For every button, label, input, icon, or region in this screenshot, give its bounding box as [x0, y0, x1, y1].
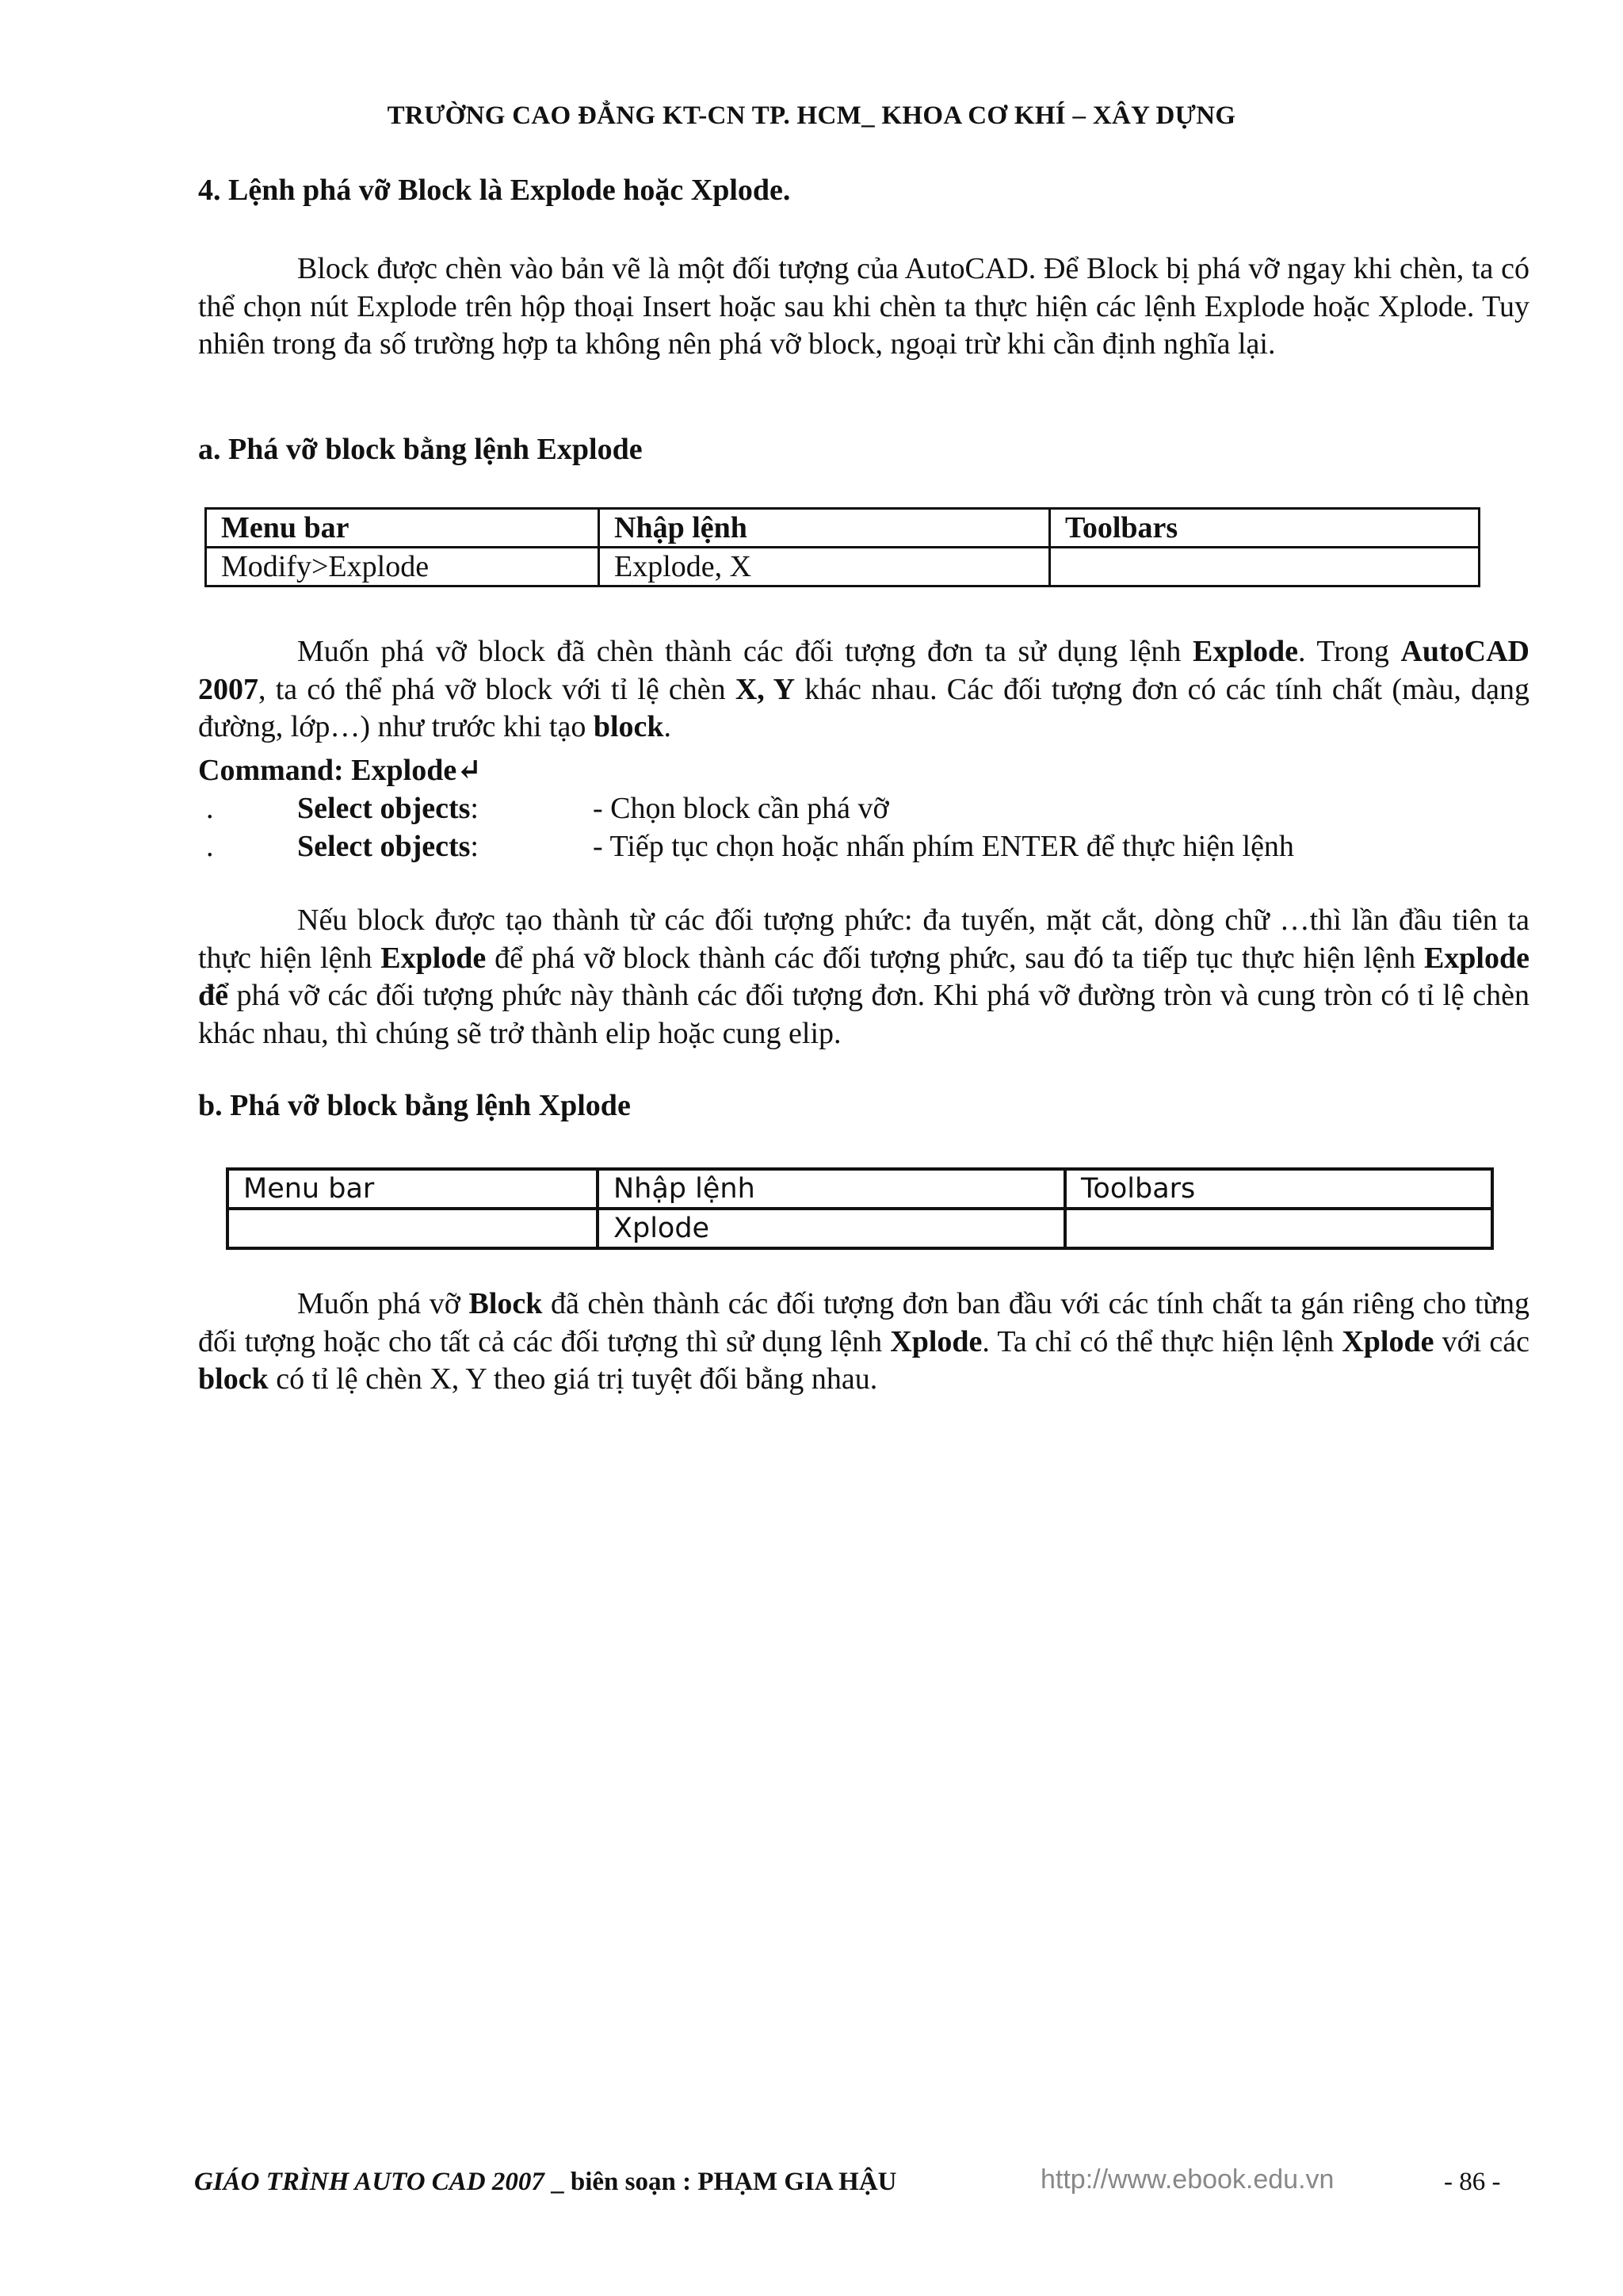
text: khác nhau. Các đối tượng đơn có các tính chất (màu, dạng đường, lớp…) như trước khi tạo: [198, 672, 1529, 743]
cell-toolbars: [1050, 548, 1480, 586]
prompt-dot: .: [206, 830, 214, 863]
text: để phá vỡ block thành các đối tượng phức, sau đó ta tiếp tục thực hiện lệnh: [486, 941, 1424, 975]
cell-menu-bar: [227, 1209, 598, 1248]
bold-text: block: [593, 710, 664, 743]
bold-text: block: [198, 1362, 269, 1396]
prompt-label-text: Select objects: [297, 830, 471, 863]
cell-menu-bar: Modify>Explode: [206, 548, 599, 586]
prompt-label: [297, 789, 593, 827]
header-toolbars: Toolbars: [1065, 1169, 1492, 1209]
footer-author: PHẠM GIA HẬU: [697, 2168, 897, 2196]
page-header: TRƯỜNG CAO ĐẲNG KT-CN TP. HCM_ KHOA CƠ KHÍ – XÂY DỰNG: [387, 101, 1236, 130]
explode-command-table: [204, 507, 1480, 587]
footer-credit: [194, 2168, 897, 2197]
text: có tỉ lệ chèn X, Y theo giá trị tuyệt đối bằng nhau.: [268, 1362, 878, 1396]
bold-text: Xplode: [890, 1324, 983, 1358]
cell-nhap-lenh: Xplode: [598, 1209, 1065, 1248]
footer-author-label: biên soạn :: [570, 2168, 698, 2196]
prompt-dot: .: [206, 792, 214, 825]
prompt-line: [198, 789, 889, 827]
subsection-a-title: a. Phá vỡ block bằng lệnh Explode: [198, 433, 643, 466]
prompt-label-text: Select objects: [297, 792, 471, 825]
command-line: Command: Explode↵: [198, 754, 483, 787]
section-title: 4. Lệnh phá vỡ Block là Explode hoặc Xplode.: [198, 174, 791, 207]
table-row: [206, 548, 1480, 586]
prompt-colon: :: [470, 830, 479, 863]
text: với các: [1434, 1324, 1529, 1358]
table-header-row: [227, 1169, 1492, 1209]
text: . Ta chỉ có thể thực hiện lệnh: [982, 1324, 1342, 1358]
text: đã chèn thành các đối tượng đơn ban đầu với các tính chất ta gán riêng cho từng đối tượng hoặc cho tất cả các đối tượng thì sử dụng lệnh: [198, 1287, 1529, 1358]
text: Muốn phá vỡ: [297, 1287, 469, 1320]
page-number: - 86 -: [1444, 2168, 1501, 2196]
bold-text: Explode để: [198, 941, 1529, 1012]
cell-toolbars: [1065, 1209, 1492, 1248]
xplode-paragraph: [198, 1286, 1529, 1399]
header-menu-bar: Menu bar: [227, 1169, 598, 1209]
bold-text: Explode: [380, 941, 487, 975]
bold-text: Explode: [1192, 635, 1299, 668]
prompt-description: - Tiếp tục chọn hoặc nhấn phím ENTER để thực hiện lệnh: [593, 830, 1294, 863]
explode-paragraph: [198, 633, 1529, 747]
subsection-b-title: b. Phá vỡ block bằng lệnh Xplode: [198, 1089, 631, 1122]
prompt-colon: :: [470, 792, 479, 825]
bold-text: Xplode: [1342, 1324, 1434, 1358]
bold-text: Block: [468, 1287, 543, 1320]
header-toolbars: Toolbars: [1050, 509, 1480, 548]
text: Muốn phá vỡ block đã chèn thành các đối tượng đơn ta sử dụng lệnh: [297, 635, 1193, 668]
footer-separator: _: [544, 2168, 571, 2196]
table-header-row: [206, 509, 1480, 548]
prompt-label: [297, 827, 593, 865]
text: .: [663, 710, 672, 743]
header-nhap-lenh: Nhập lệnh: [598, 1169, 1065, 1209]
text: . Trong: [1298, 635, 1401, 668]
prompt-description: - Chọn block cần phá vỡ: [593, 792, 889, 825]
table-row: [227, 1209, 1492, 1248]
text: , ta có thể phá vỡ block với tỉ lệ chèn: [258, 672, 735, 706]
text: Nếu block được tạo thành từ các đối tượng phức: đa tuyến, mặt cắt, dòng chữ …thì lần đầu tiên ta thực hiện lệnh: [198, 904, 1529, 975]
header-nhap-lenh: Nhập lệnh: [599, 509, 1050, 548]
prompt-line: [198, 827, 1294, 865]
xplode-command-table: [226, 1167, 1494, 1250]
intro-paragraph: Block được chèn vào bản vẽ là một đối tượng của AutoCAD. Để Block bị phá vỡ ngay khi chèn, ta có thể chọn nút Explode trên hộp thoại Insert hoặc sau khi chèn ta thực hiện các lệnh Explode hoặc Xplode. Tuy nhiên trong đa số trường hợp ta không nên phá vỡ block, ngoại trừ khi cần định nghĩa lại.: [198, 252, 1529, 361]
complex-objects-paragraph: [198, 902, 1529, 1052]
cell-nhap-lenh: Explode, X: [599, 548, 1050, 586]
footer-book-title: GIÁO TRÌNH AUTO CAD 2007: [194, 2168, 544, 2196]
text: phá vỡ các đối tượng phức này thành các đối tượng đơn. Khi phá vỡ đường tròn và cung tròn có tỉ lệ chèn khác nhau, thì chúng sẽ trở thành elip hoặc cung elip.: [198, 979, 1529, 1050]
bold-text: X, Y: [735, 672, 796, 706]
footer-url: http://www.ebook.edu.vn: [1041, 2164, 1335, 2195]
header-menu-bar: Menu bar: [206, 509, 599, 548]
bold-text: AutoCAD 2007: [198, 635, 1529, 706]
